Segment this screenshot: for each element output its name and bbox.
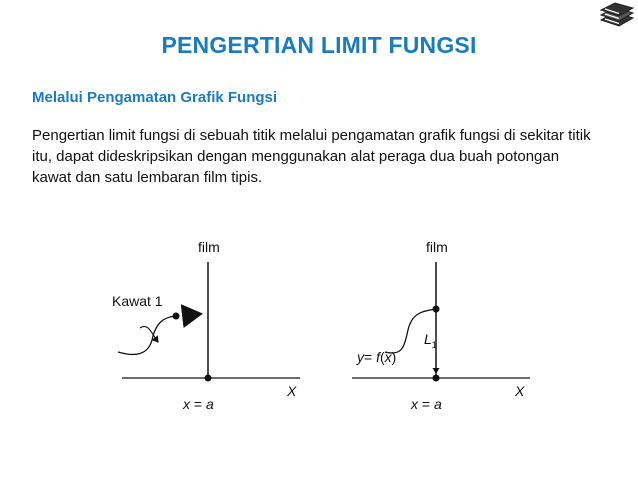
left-point-label xyxy=(182,396,214,412)
right-limit-label-L: L xyxy=(424,331,432,347)
description-paragraph: Pengertian limit fungsi di sebuah titik melalui pengamatan grafik fungsi di sekitar titik itu, dapat dideskripsikan dengan menggunakan alat peraga dua buah potongan kawat dan satu lembaran film tipis. xyxy=(32,127,591,186)
left-point-label-eq: = xyxy=(190,396,206,412)
right-x-axis-label: X xyxy=(515,383,525,399)
right-function-label-y: y xyxy=(357,349,364,365)
section-subtitle: Melalui Pengamatan Grafik Fungsi xyxy=(32,89,278,106)
page-title: PENGERTIAN LIMIT FUNGSI xyxy=(161,32,477,58)
right-function-label-close: ) xyxy=(391,349,397,365)
left-point-label-x: x xyxy=(183,396,190,412)
left-wire-label: Kawat 1 xyxy=(112,293,163,309)
right-point-label-eq: = xyxy=(418,396,434,412)
right-limit-label-sub: 1 xyxy=(431,340,437,350)
left-direction-arrow xyxy=(183,314,200,316)
right-function-label-x: x xyxy=(384,349,392,365)
right-point-label-a: a xyxy=(433,396,442,412)
right-point-label xyxy=(410,396,442,412)
right-point-label-x: x xyxy=(411,396,418,412)
left-figure xyxy=(112,239,300,412)
right-function-label-eq: = xyxy=(364,349,377,365)
left-wire-endpoint xyxy=(173,313,180,320)
left-x-axis-label: X xyxy=(287,383,297,399)
left-point-a xyxy=(205,375,212,382)
right-limit-label xyxy=(424,331,437,350)
right-function-label-f: f xyxy=(376,349,380,365)
right-point-a xyxy=(433,375,440,382)
right-function-label xyxy=(356,349,396,365)
right-film-label: film xyxy=(426,239,448,255)
left-point-label-a: a xyxy=(205,396,214,412)
left-wire-curve xyxy=(118,316,176,354)
right-function-label-open: ( xyxy=(379,349,385,365)
right-figure xyxy=(352,239,530,412)
left-film-label: film xyxy=(198,239,220,255)
